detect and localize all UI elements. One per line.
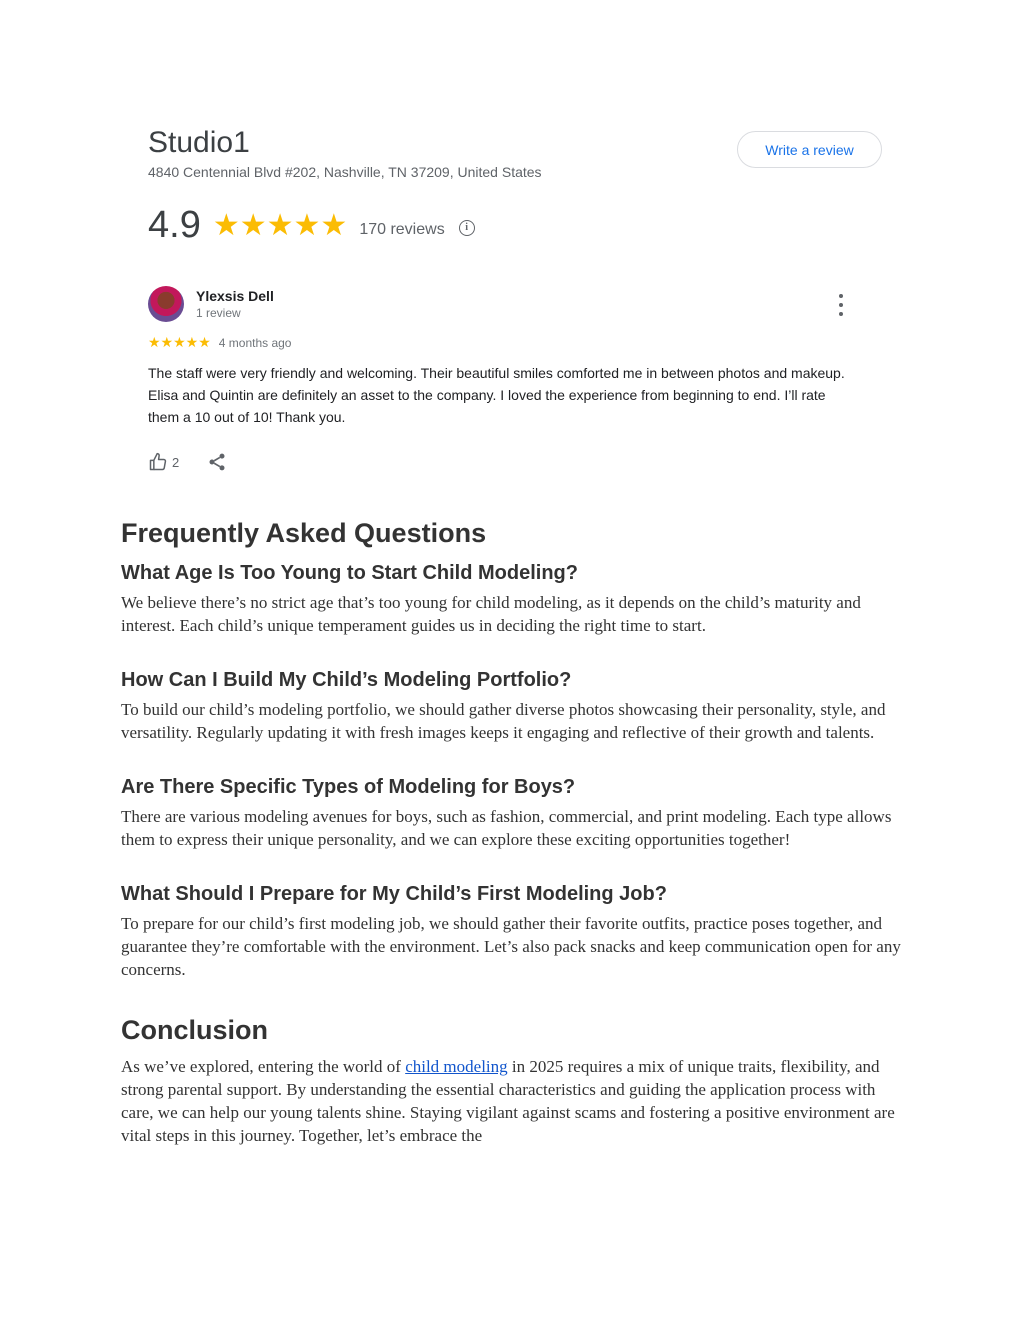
review-count[interactable]: 170 reviews: [359, 220, 445, 238]
thumbs-up-icon: [148, 452, 168, 472]
rating-value: 4.9: [148, 204, 201, 246]
conclusion-heading: Conclusion: [121, 1015, 268, 1045]
review-text: The staff were very friendly and welcoming. Their beautiful smiles comforted me in between photos and makeup. Elisa and Quintin are definitely an asset to the company. I loved the experience from beginning to end. I’ll rate them a 10 out of 10! Thank you.: [148, 365, 845, 425]
review-stars: ★★★★★: [148, 334, 211, 350]
business-name: Studio1: [148, 126, 250, 159]
business-address: 4840 Centennial Blvd #202, Nashville, TN 37209, United States: [148, 164, 542, 180]
faq-answer: To build our child’s modeling portfolio, we should gather diverse photos showcasing their personality, style, and versatility. Regularly updating it with fresh images keeps it engaging and reflective of their growth and talents.: [121, 700, 886, 742]
rating-stars: ★★★★★: [212, 208, 348, 242]
conclusion-text-rest: in 2025 requires a mix of unique traits, flexibility, and strong parental support. By understanding the essential characteristics and guiding the application process with care, we can help our young talents shine. Staying vigilant against scams and fostering a positive environment are vital steps in this journey. Together, let’s embrace the: [121, 1057, 895, 1145]
like-count: 2: [172, 454, 180, 470]
review-rating: [148, 334, 291, 351]
child-modeling-link[interactable]: child modeling: [405, 1057, 508, 1076]
more-options-icon[interactable]: [836, 294, 846, 316]
faq-question: Are There Specific Types of Modeling for Boys?: [121, 776, 576, 798]
faq-answer: We believe there’s no strict age that’s too young for child modeling, as it depends on the child’s maturity and interest. Each child’s unique temperament guides us in deciding the right time to start.: [121, 593, 861, 635]
conclusion-text-start: As we’ve explored, entering the world of: [121, 1057, 406, 1076]
reviewer: [148, 286, 274, 322]
faq-heading: Frequently Asked Questions: [121, 518, 487, 548]
reviewer-meta: [196, 288, 274, 320]
faq-question: What Should I Prepare for My Child’s First Modeling Job?: [121, 883, 667, 905]
faq-answer: There are various modeling avenues for boys, such as fashion, commercial, and print modeling. Each type allows them to express their unique personality, and we can explore these exciting opportunities together!: [121, 807, 892, 849]
like-button[interactable]: [148, 452, 179, 472]
share-icon: [207, 452, 227, 472]
info-icon[interactable]: i: [459, 220, 475, 236]
reviewer-review-count: 1 review: [196, 306, 241, 320]
dot: [839, 294, 843, 298]
review-time: 4 months ago: [218, 335, 292, 350]
dot: [839, 312, 843, 316]
share-button[interactable]: [207, 452, 227, 472]
rating-summary: [148, 204, 475, 247]
review-card: [140, 120, 900, 490]
faq-question: How Can I Build My Child’s Modeling Portfolio?: [121, 669, 572, 691]
reviewer-name[interactable]: Ylexsis Dell: [196, 288, 274, 304]
review-actions: [148, 452, 227, 472]
faq-answer: To prepare for our child’s first modeling job, we should gather their favorite outfits, practice poses together, and guarantee they’re comfortable with the environment. Let’s also pack snacks and keep communication open for any concerns.: [121, 914, 901, 979]
write-review-button[interactable]: Write a review: [737, 131, 882, 168]
article: [121, 514, 911, 1147]
faq-question: What Age Is Too Young to Start Child Modeling?: [121, 562, 578, 584]
avatar[interactable]: [148, 286, 184, 322]
conclusion-text: [121, 1055, 911, 1147]
dot: [839, 303, 843, 307]
